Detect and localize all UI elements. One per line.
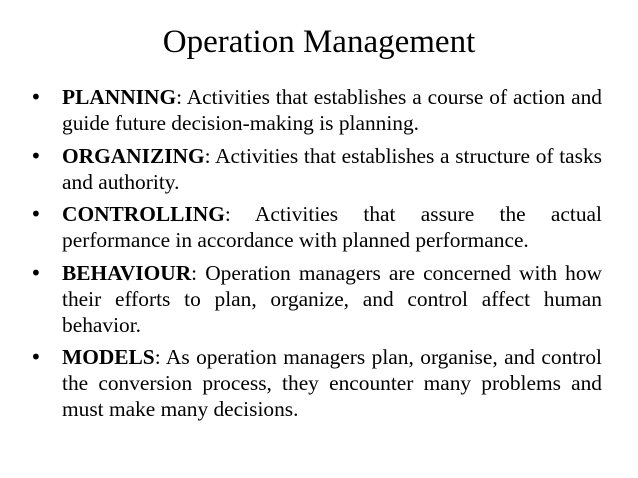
bullet-list — [30, 84, 602, 429]
bullet-text: : Activities that establishes a course of action and guide future decision-making is planning. — [62, 85, 602, 135]
bullet-planning — [30, 84, 602, 136]
bullet-controlling — [30, 201, 602, 253]
bullet-text: : Operation managers are concerned with how their efforts to plan, organize, and control affect human behavior. — [62, 260, 602, 337]
bullet-term: ORGANIZING — [62, 143, 205, 168]
bullet-point-icon: • — [30, 345, 42, 369]
bullet-point-icon: • — [30, 143, 42, 168]
bullet-term: PLANNING — [62, 85, 177, 109]
bullet-behaviour — [30, 260, 602, 338]
bullet-point-icon: • — [30, 202, 42, 226]
bullet-term: BEHAVIOUR — [62, 260, 192, 285]
bullet-models — [30, 344, 602, 422]
bullet-point-icon: • — [30, 260, 42, 285]
bullet-text: : As operation managers plan, organise, and control the conversion process, they encounter many problems and must make many decisions. — [62, 345, 602, 421]
bullet-term: CONTROLLING — [62, 202, 225, 226]
slide-title: Operation Management — [162, 24, 476, 60]
bullet-term: MODELS — [62, 345, 155, 369]
bullet-point-icon: • — [30, 85, 42, 109]
bullet-text: : Activities that assure the actual performance in accordance with planned performance. — [62, 202, 602, 252]
bullet-organizing — [30, 143, 602, 195]
bullet-text: : Activities that establishes a structure of tasks and authority. — [62, 143, 602, 194]
